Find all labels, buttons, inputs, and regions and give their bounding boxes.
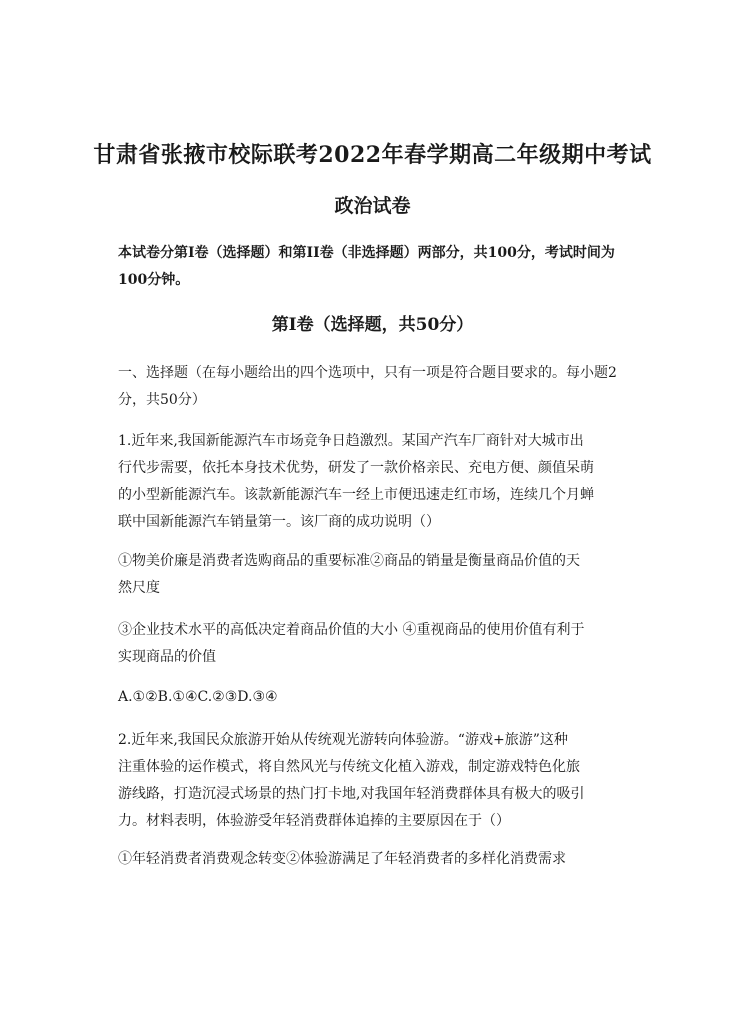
question-line: 力。材料表明，体验游受年轻消费群体追捧的主要原因在于（） xyxy=(118,813,510,829)
instruction-line: 分，共50分） xyxy=(118,392,206,408)
option-line: ①年轻消费者消费观念转变②体验游满足了年轻消费者的多样化消费需求 xyxy=(118,851,566,867)
question-line: 联中国新能源汽车销量第一。该厂商的成功说明（） xyxy=(118,514,440,530)
intro-line: 100分钟。 xyxy=(118,272,190,288)
question-1-options-a xyxy=(118,548,638,602)
question-line: 行代步需要，依托本身技术优势，研发了一款价格亲民、充电方便、颜值呆萌 xyxy=(118,460,594,476)
question-line: 2.近年来,我国民众旅游开始从传统观光游转向体验游。“游戏+旅游”这种 xyxy=(118,732,568,748)
question-line: 游线路，打造沉浸式场景的热门打卡地,对我国年轻消费群体具有极大的吸引 xyxy=(118,786,585,802)
question-1-answers xyxy=(118,684,638,711)
question-line: 1.近年来,我国新能源汽车市场竞争日趋激烈。某国产汽车厂商针对大城市出 xyxy=(118,433,584,449)
option-line: 实现商品的价值 xyxy=(118,649,216,665)
option-line: ③企业技术水平的高低决定着商品价值的大小 ④重视商品的使用价值有利于 xyxy=(118,622,585,638)
answer-choices: A.①②B.①④C.②③D.③④ xyxy=(118,689,278,705)
page-title: 甘肃省张掖市校际联考2022年春学期高二年级期中考试 xyxy=(93,142,652,168)
intro-line: 本试卷分第I卷（选择题）和第II卷（非选择题）两部分，共100分，考试时间为 xyxy=(118,245,615,261)
question-2-options-a xyxy=(118,846,638,873)
section-instructions xyxy=(118,360,638,414)
question-line: 注重体验的运作模式，将自然风光与传统文化植入游戏，制定游戏特色化旅 xyxy=(118,759,580,775)
section-title: 第Ⅰ卷（选择题，共50分） xyxy=(271,315,474,335)
option-line: ①物美价廉是消费者选购商品的重要标准②商品的销量是衡量商品价值的天 xyxy=(118,553,580,569)
instruction-line: 一、选择题（在每小题给出的四个选项中，只有一项是符合题目要求的。每小题2 xyxy=(118,365,617,381)
question-1-options-b xyxy=(118,617,638,671)
question-2-stem xyxy=(118,727,638,835)
question-1-stem xyxy=(118,428,638,536)
intro-paragraph xyxy=(118,240,638,294)
option-line: 然尺度 xyxy=(118,580,160,596)
page-subtitle: 政治试卷 xyxy=(334,195,411,217)
question-line: 的小型新能源汽车。该款新能源汽车一经上市便迅速走红市场，连续几个月蝉 xyxy=(118,487,594,503)
